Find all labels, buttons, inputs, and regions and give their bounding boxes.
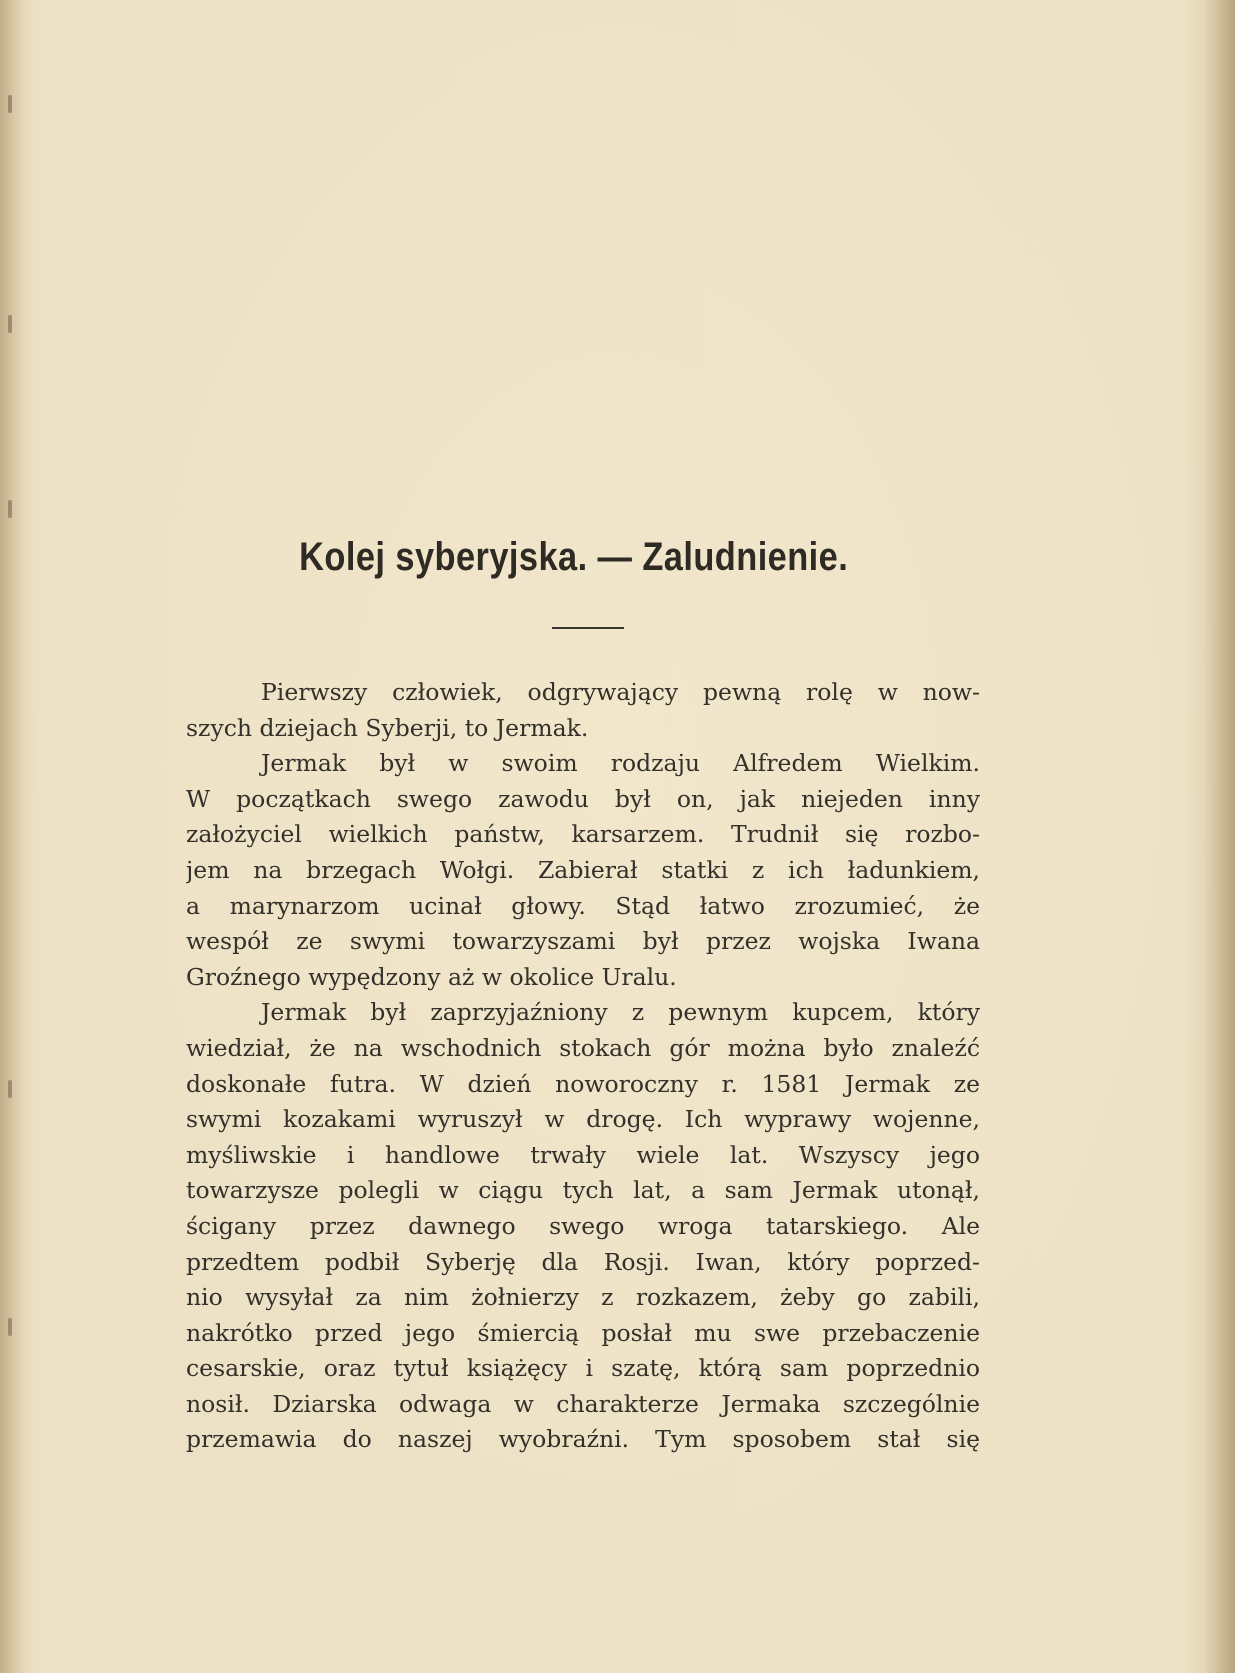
text-line: przedtem podbił Syberję dla Rosji. Iwan, który poprzed-: [186, 1247, 980, 1276]
text-line: szych dziejach Syberji, to Jermak.: [186, 713, 589, 742]
body-text: [186, 675, 980, 1458]
text-line: nakrótko przed jego śmiercią posłał mu swe przebaczenie: [186, 1318, 980, 1347]
binding-stitch: [8, 95, 12, 113]
binding-stitch: [8, 1080, 12, 1098]
text-line: wespół ze swymi towarzyszami był przez wojska Iwana: [186, 927, 980, 956]
text-line: przemawia do naszej wyobraźni. Tym sposobem stał się: [186, 1425, 980, 1454]
binding-stitch: [8, 500, 12, 518]
text-line: swymi kozakami wyruszył w drogę. Ich wyprawy wojenne,: [186, 1105, 980, 1134]
text-line: myśliwskie i handlowe trwały wiele lat. Wszyscy jego: [186, 1140, 980, 1169]
text-line: Pierwszy człowiek, odgrywający pewną rolę w now-: [261, 678, 980, 706]
text-line: towarzysze polegli w ciągu tych lat, a sam Jermak utonął,: [186, 1176, 980, 1205]
text-line: jem na brzegach Wołgi. Zabierał statki z ich ładunkiem,: [186, 855, 980, 884]
text-line: W początkach swego zawodu był on, jak niejeden inny: [186, 784, 980, 813]
text-line: a marynarzom ucinał głowy. Stąd łatwo zrozumieć, że: [186, 891, 980, 920]
text-line: założyciel wielkich państw, karsarzem. Trudnił się rozbo-: [186, 820, 980, 849]
chapter-title: Kolej syberyjska. — Zaludnienie.: [299, 535, 849, 579]
text-line: cesarskie, oraz tytuł książęcy i szatę, którą sam poprzednio: [186, 1354, 980, 1383]
binding-stitch: [8, 1318, 12, 1336]
page-edge: [1203, 0, 1235, 1673]
binding-stitch: [8, 315, 12, 333]
text-line: nio wysyłał za nim żołnierzy z rozkazem, żeby go zabili,: [186, 1283, 980, 1312]
text-line: nosił. Dziarska odwaga w charakterze Jermaka szczególnie: [186, 1389, 980, 1418]
text-line: doskonałe futra. W dzień noworoczny r. 1581 Jermak ze: [186, 1069, 980, 1098]
text-line: wiedział, że na wschodnich stokach gór można było znaleźć: [186, 1033, 980, 1062]
text-line: Jermak był zaprzyjaźniony z pewnym kupcem, który: [261, 998, 980, 1027]
title-rule: [552, 627, 624, 629]
text-line: Groźnego wypędzony aż w okolice Uralu.: [186, 962, 677, 991]
text-line: Jermak był w swoim rodzaju Alfredem Wielkim.: [261, 749, 980, 778]
text-line: ścigany przez dawnego swego wroga tatarskiego. Ale: [186, 1211, 980, 1240]
page-binding: [0, 0, 26, 1673]
